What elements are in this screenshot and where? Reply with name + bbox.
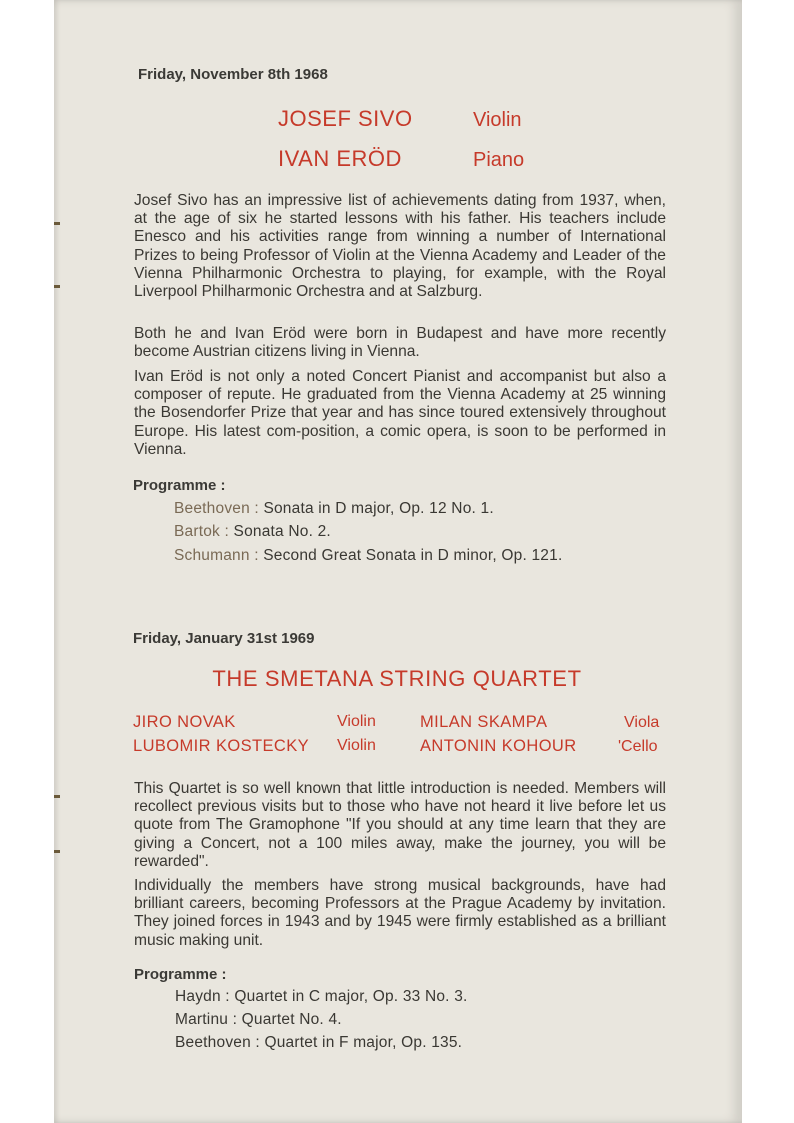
programme-work: Quartet in F major, Op. 135. [264, 1034, 463, 1051]
binding-mark [54, 222, 60, 225]
programme-composer: Schumann : [174, 547, 259, 564]
member-instrument: Violin [337, 737, 376, 754]
member-instrument: Viola [624, 714, 660, 731]
member-name: ANTONIN KOHOUR [420, 737, 577, 755]
programme-composer: Bartok : [174, 523, 230, 540]
bio-paragraph: Josef Sivo has an impressive list of achievements dating from 1937, when, at the age of six he started lessons with his father. His teachers include Enesco and his activities range from winning a number of International Prizes to being Professor of Violin at the Vienna Academy and Leader of the Vienna Philharmonic Orchestra to playing, for example, with the Royal Liverpool Philharmonic Orchestra and at Salzburg. [134, 192, 666, 301]
programme-item [174, 523, 331, 541]
programme-label: Programme : [133, 477, 226, 494]
intro-paragraph: This Quartet is so well known that little introduction is needed. Members will recollect previous visits but to those who have not heard it live before let us quote from The Gramophone "If you should at any time learn that they are giving a Concert, not a 100 miles away, make the journey, you will be rewarded". [134, 780, 666, 870]
programme-composer: Haydn : [175, 988, 230, 1005]
programme-item [175, 1011, 342, 1029]
programme-item [174, 500, 494, 518]
performer-instrument: Piano [473, 149, 525, 171]
bio-paragraph: Both he and Ivan Eröd were born in Budapest and have more recently become Austrian citizens living in Vienna. [134, 325, 666, 361]
binding-mark [54, 795, 60, 798]
programme-composer: Martinu : [175, 1011, 238, 1028]
concert1-date: Friday, November 8th 1968 [138, 66, 328, 83]
intro-paragraph: Individually the members have strong musical backgrounds, have had brilliant careers, becoming Professors at the Prague Academy by invitation. They joined forces in 1943 and by 1945 were firmly established as a brilliant music making unit. [134, 877, 666, 949]
binding-mark [54, 285, 60, 288]
programme-work: Sonata No. 2. [233, 523, 331, 540]
programme-item [175, 988, 468, 1006]
ensemble-title: THE SMETANA STRING QUARTET [212, 666, 582, 691]
programme-item [175, 1034, 462, 1052]
member-instrument: 'Cello [618, 738, 658, 755]
member-name: MILAN SKAMPA [420, 713, 548, 731]
programme-label: Programme : [134, 966, 227, 983]
programme-composer: Beethoven : [175, 1034, 260, 1051]
member-name: JIRO NOVAK [133, 713, 236, 731]
programme-work: Quartet in C major, Op. 33 No. 3. [234, 988, 468, 1005]
bio-paragraph: Ivan Eröd is not only a noted Concert Pianist and accompanist but also a composer of repute. He graduated from the Vienna Academy at 25 winning the Bosendorfer Prize that year and has since toured extensively throughout Europe. His latest com-position, a comic opera, is soon to be performed in Vienna. [134, 368, 666, 458]
member-instrument: Violin [337, 713, 376, 730]
concert2-date: Friday, January 31st 1969 [133, 630, 315, 647]
programme-work: Sonata in D major, Op. 12 No. 1. [263, 500, 494, 517]
binding-mark [54, 850, 60, 853]
programme-work: Quartet No. 4. [241, 1011, 342, 1028]
performer-name: JOSEF SIVO [278, 106, 413, 131]
performer-instrument: Violin [473, 109, 522, 131]
programme-composer: Beethoven : [174, 500, 259, 517]
member-name: LUBOMIR KOSTECKY [133, 737, 310, 755]
programme-item [174, 547, 562, 565]
performer-name: IVAN ERÖD [278, 146, 402, 171]
programme-work: Second Great Sonata in D minor, Op. 121. [263, 547, 563, 564]
